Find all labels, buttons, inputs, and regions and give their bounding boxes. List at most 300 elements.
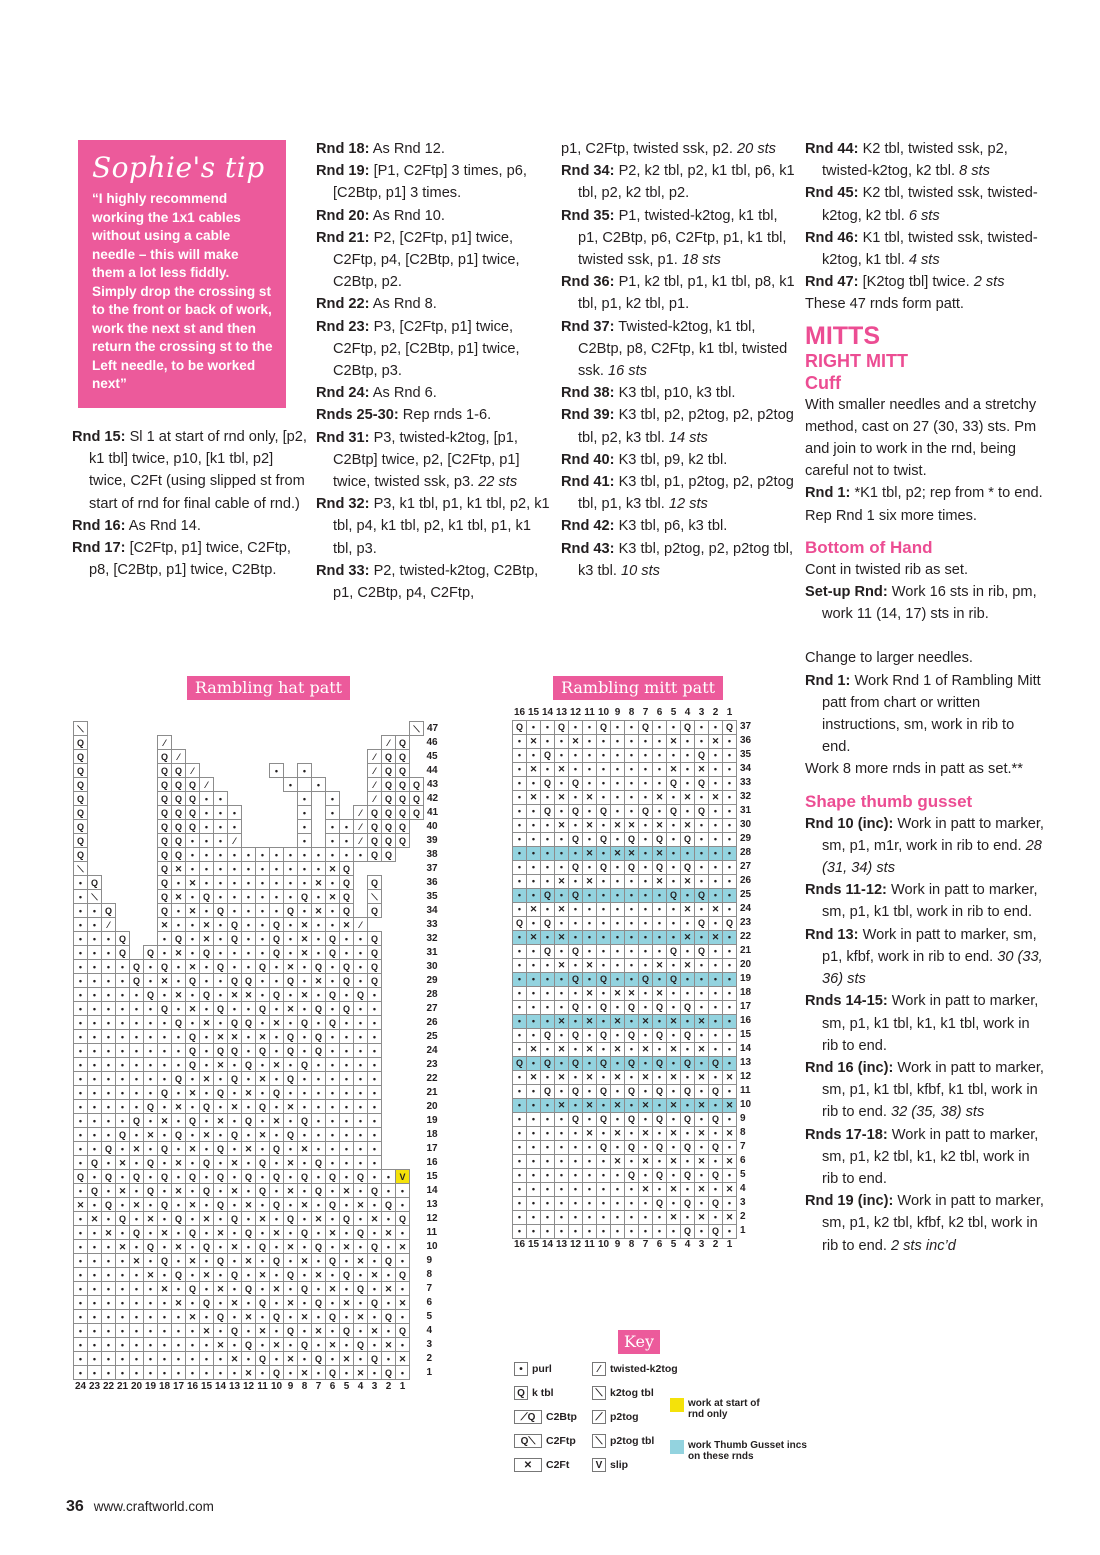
instruction-line: Rnd 32: P3, k1 tbl, p1, k1 tbl, p2, k1 tbl, p4, k1 tbl, p2, k1 tbl, p1, k1 tbl, p3. [316, 496, 550, 557]
chart-cell: • [312, 1366, 326, 1380]
chart-cell: • [625, 944, 639, 958]
column-number: 12 [242, 1380, 255, 1392]
chart-cell [298, 736, 312, 750]
chart-row [74, 1184, 439, 1198]
chart-cell: • [74, 1282, 88, 1296]
chart-cell: ✕ [368, 1268, 382, 1282]
chart-cell: ✕ [667, 734, 681, 748]
chart-cell: • [74, 1296, 88, 1310]
chart-cell: ✕ [256, 1072, 270, 1086]
chart-cell: • [653, 972, 667, 986]
chart-cell: • [625, 1042, 639, 1056]
chart-cell: Q [597, 832, 611, 846]
chart-cell: ✕ [298, 946, 312, 960]
chart-cell: Q [368, 1240, 382, 1254]
chart-cell: Q [396, 834, 410, 848]
chart-cell: • [340, 1016, 354, 1030]
mitt-chart [512, 706, 752, 1252]
chart-cell: • [555, 832, 569, 846]
chart-cell: Q [88, 876, 102, 890]
chart-cell: Q [284, 1324, 298, 1338]
chart-cell [186, 750, 200, 764]
chart-cell: • [541, 818, 555, 832]
chart-cell: • [611, 916, 625, 930]
chart-cell: Q [298, 1282, 312, 1296]
row-number: 23 [426, 1058, 438, 1070]
chart-cell [102, 778, 116, 792]
chart-row [74, 1156, 439, 1170]
chart-cell: ✕ [228, 1184, 242, 1198]
chart-cell: Q [396, 792, 410, 806]
chart-cell: • [214, 834, 228, 848]
chart-cell: • [214, 932, 228, 946]
chart-cell: ✕ [723, 1126, 737, 1140]
chart-cell: • [116, 960, 130, 974]
chart-cell: • [709, 958, 723, 972]
chart-cell: • [144, 1142, 158, 1156]
chart-cell: • [723, 1112, 737, 1126]
chart-cell: Q [382, 820, 396, 834]
chart-cell: Q [569, 1084, 583, 1098]
row-number: 31 [426, 946, 438, 958]
row-number: 27 [740, 861, 752, 872]
chart-cell: Q [312, 1030, 326, 1044]
chart-cell: Q [186, 820, 200, 834]
chart-cell: • [611, 1168, 625, 1182]
chart-cell: • [88, 946, 102, 960]
chart-cell: • [541, 832, 555, 846]
chart-cell [130, 778, 144, 792]
chart-cell [396, 1044, 410, 1058]
chart-cell: Q [270, 946, 284, 960]
mitts-heading: MITTS [805, 321, 880, 350]
chart-cell: ✕ [298, 1310, 312, 1324]
chart-cell [116, 862, 130, 876]
chart-cell: • [354, 1296, 368, 1310]
column-number: 24 [74, 1380, 87, 1392]
chart-cell: • [695, 1000, 709, 1014]
chart-cell: ✕ [144, 1212, 158, 1226]
chart-cell: • [569, 986, 583, 1000]
chart-cell: Q [256, 1100, 270, 1114]
chart-cell: • [340, 820, 354, 834]
row-number: 3 [740, 1197, 746, 1208]
chart-row [74, 904, 439, 918]
chart-cell [102, 806, 116, 820]
chart-cell: • [284, 1142, 298, 1156]
chart-cell: • [723, 986, 737, 1000]
chart-cell: • [228, 1086, 242, 1100]
chart-cell: • [611, 1210, 625, 1224]
chart-cell: • [228, 960, 242, 974]
chart-cell: • [214, 918, 228, 932]
chart-cell: Q [368, 876, 382, 890]
chart-cell: ✕ [709, 734, 723, 748]
chart-cell [242, 820, 256, 834]
chart-cell: • [695, 1168, 709, 1182]
chart-cell: • [270, 1002, 284, 1016]
chart-cell: • [172, 876, 186, 890]
chart-cell: Q [340, 876, 354, 890]
column-number: 2 [712, 706, 719, 718]
chart-cell: • [639, 944, 653, 958]
chart-cell: Q [158, 820, 172, 834]
chart-cell: • [513, 944, 527, 958]
chart-row [74, 1044, 439, 1058]
chart-cell: • [569, 1196, 583, 1210]
chart-cell: Q [144, 1184, 158, 1198]
chart-cell: • [555, 1210, 569, 1224]
chart-cell: • [611, 1182, 625, 1196]
chart-cell [382, 1002, 396, 1016]
chart-cell: • [583, 1112, 597, 1126]
chart-cell: Q [200, 1240, 214, 1254]
chart-cell: • [158, 1324, 172, 1338]
row-number: 26 [426, 1016, 438, 1028]
chart-cell: ✕ [653, 986, 667, 1000]
chart-cell: ✕ [583, 1126, 597, 1140]
row-number: 22 [426, 1072, 438, 1084]
chart-cell: • [527, 1182, 541, 1196]
chart-cell [410, 862, 424, 876]
chart-cell: Q [541, 804, 555, 818]
chart-cell [228, 736, 242, 750]
column-number: 14 [214, 1380, 227, 1392]
chart-cell: • [172, 1310, 186, 1324]
chart-cell: Q [340, 1212, 354, 1226]
chart-cell: ✕ [242, 1310, 256, 1324]
chart-row [74, 1226, 439, 1240]
chart-cell [354, 862, 368, 876]
chart-cell: • [569, 902, 583, 916]
chart-cell: ✕ [284, 1184, 298, 1198]
chart-cell: • [214, 876, 228, 890]
chart-cell: • [569, 1168, 583, 1182]
chart-cell: ✕ [667, 1070, 681, 1084]
chart-cell: • [597, 748, 611, 762]
chart-cell: • [312, 1198, 326, 1212]
chart-cell: • [555, 1224, 569, 1238]
chart-cell: Q [681, 1028, 695, 1042]
chart-cell [144, 834, 158, 848]
chart-cell: • [312, 1142, 326, 1156]
chart-cell: ✕ [583, 958, 597, 972]
chart-cell: • [158, 1058, 172, 1072]
chart-cell: • [653, 1126, 667, 1140]
chart-cell: Q [214, 904, 228, 918]
chart-cell [102, 750, 116, 764]
chart-row [74, 960, 439, 974]
chart-cell: • [326, 1296, 340, 1310]
row-number: 17 [426, 1142, 438, 1154]
chart-cell: • [130, 1044, 144, 1058]
chart-cell: Q [74, 792, 88, 806]
chart-cell: • [639, 902, 653, 916]
chart-cell: Q [513, 1056, 527, 1070]
chart-cell: • [653, 734, 667, 748]
chart-cell: ✕ [695, 1014, 709, 1028]
chart-cell: • [583, 1000, 597, 1014]
chart-cell: Q [284, 1212, 298, 1226]
chart-cell: Q [653, 832, 667, 846]
chart-cell: • [513, 874, 527, 888]
chart-cell: • [569, 790, 583, 804]
chart-cell: Q [172, 834, 186, 848]
chart-cell: ✕ [172, 1100, 186, 1114]
chart-cell: • [88, 974, 102, 988]
chart-cell: • [709, 1042, 723, 1056]
chart-cell: ✕ [667, 1042, 681, 1056]
chart-cell: • [695, 1028, 709, 1042]
chart-cell: • [116, 1100, 130, 1114]
chart-row [513, 944, 752, 958]
chart-cell: • [513, 790, 527, 804]
chart-cell: Q [298, 1016, 312, 1030]
chart-cell: • [569, 1182, 583, 1196]
chart-cell: Q [186, 1226, 200, 1240]
chart-cell: Q [298, 1114, 312, 1128]
chart-cell: • [74, 1226, 88, 1240]
chart-cell: • [611, 748, 625, 762]
instruction-line: Rnd 47: [K2tog tbl] twice. 2 sts [805, 274, 1005, 291]
chart-cell: Q [242, 1170, 256, 1184]
chart-cell: • [172, 1086, 186, 1100]
instruction-line: Rnd 36: P1, k2 tbl, p1, k1 tbl, p8, k1 tbl, p1, k2 tbl, p1. [561, 274, 795, 313]
chart-cell: • [88, 1310, 102, 1324]
chart-cell: • [88, 1198, 102, 1212]
chart-cell: • [527, 1112, 541, 1126]
chart-row [513, 832, 752, 846]
chart-cell: • [527, 1126, 541, 1140]
chart-cell: • [541, 1196, 555, 1210]
chart-cell: • [709, 860, 723, 874]
chart-cell [228, 722, 242, 736]
chart-cell: • [284, 1198, 298, 1212]
chart-cell: Q [270, 918, 284, 932]
chart-row [513, 776, 752, 790]
chart-cell: • [284, 890, 298, 904]
chart-cell: • [695, 790, 709, 804]
chart-cell: • [340, 1058, 354, 1072]
chart-cell: • [723, 972, 737, 986]
column-number: 1 [726, 1239, 733, 1251]
instruction-line: Rnd 21: P2, [C2Ftp, p1] twice, C2Ftp, p4, [C2Btp, p1] twice, C2Btp, p2. [316, 229, 520, 291]
chart-cell: Q [667, 944, 681, 958]
chart-cell: • [653, 762, 667, 776]
chart-cell: Q [74, 778, 88, 792]
chart-cell: • [102, 988, 116, 1002]
chart-cell: ⁄ [354, 918, 368, 932]
chart-cell: • [214, 946, 228, 960]
chart-cell: Q [382, 848, 396, 862]
hat-chart [73, 721, 439, 1394]
chart-cell: • [723, 930, 737, 944]
chart-cell: • [186, 988, 200, 1002]
chart-cell: • [298, 834, 312, 848]
chart-cell: Q [256, 1044, 270, 1058]
chart-cell: Q [172, 778, 186, 792]
row-number: 46 [426, 736, 438, 748]
chart-cell: • [214, 806, 228, 820]
chart-cell: • [639, 1112, 653, 1126]
chart-cell: Q [653, 1112, 667, 1126]
chart-cell: Q [158, 792, 172, 806]
chart-cell [270, 792, 284, 806]
chart-cell: • [214, 862, 228, 876]
chart-cell: • [723, 874, 737, 888]
chart-cell: ✕ [354, 1366, 368, 1380]
chart-row [513, 874, 752, 888]
chart-cell: • [541, 902, 555, 916]
chart-cell: Q [270, 1310, 284, 1324]
chart-cell: • [186, 1268, 200, 1282]
chart-cell: • [312, 1016, 326, 1030]
chart-cell: • [214, 848, 228, 862]
chart-cell: Q [256, 1352, 270, 1366]
chart-row [513, 790, 752, 804]
chart-row [74, 1100, 439, 1114]
chart-cell: • [298, 1128, 312, 1142]
row-number: 28 [426, 988, 438, 1000]
instruction-line: Rnd 19 (inc): Work in patt to marker, sm, p1, k2 tbl, kfbf, k2 tbl, work in rib to end. 2 sts inc’d [805, 1193, 1044, 1254]
chart-row [74, 1016, 439, 1030]
chart-cell: • [723, 748, 737, 762]
chart-cell [326, 736, 340, 750]
chart-cell: ✕ [396, 1240, 410, 1254]
chart-cell: Q [298, 1338, 312, 1352]
chart-cell [270, 834, 284, 848]
chart-cell: • [116, 1282, 130, 1296]
chart-cell: • [256, 890, 270, 904]
chart-cell: ✕ [228, 1296, 242, 1310]
chart-cell: Q [214, 1142, 228, 1156]
chart-cell: Q [681, 1140, 695, 1154]
chart-cell [368, 736, 382, 750]
chart-cell: • [368, 1002, 382, 1016]
chart-cell: • [298, 1044, 312, 1058]
chart-cell: Q [256, 960, 270, 974]
column-number: 15 [527, 1239, 540, 1251]
chart-cell: • [284, 862, 298, 876]
instruction-line: Rnds 25-30: Rep rnds 1-6. [316, 407, 492, 424]
chart-cell: Q [723, 720, 737, 734]
chart-cell: Q [368, 820, 382, 834]
chart-cell: ✕ [583, 1070, 597, 1084]
chart-cell: • [681, 1014, 695, 1028]
footer [66, 1498, 214, 1516]
chart-cell: ⟍ [74, 722, 88, 736]
chart-cell: Q [382, 764, 396, 778]
chart-cell [130, 764, 144, 778]
chart-cell: ✕ [312, 904, 326, 918]
chart-cell: • [653, 1210, 667, 1224]
row-number: 44 [426, 764, 438, 776]
chart-cell: • [639, 846, 653, 860]
chart-cell: ✕ [354, 1310, 368, 1324]
chart-cell: • [681, 1042, 695, 1056]
chart-cell: • [625, 972, 639, 986]
chart-cell: • [368, 1016, 382, 1030]
chart-cell: ⁄ [354, 834, 368, 848]
chart-cell: • [340, 1156, 354, 1170]
chart-cell: ✕ [172, 1240, 186, 1254]
chart-cell: • [88, 1268, 102, 1282]
chart-cell [270, 722, 284, 736]
row-number: 4 [740, 1183, 746, 1194]
chart-cell: • [102, 1366, 116, 1380]
chart-cell: Q [625, 1140, 639, 1154]
chart-cell: • [186, 1100, 200, 1114]
chart-cell [326, 722, 340, 736]
chart-cell [396, 1086, 410, 1100]
chart-cell: Q [396, 806, 410, 820]
chart-cell [116, 904, 130, 918]
chart-cell [410, 1254, 424, 1268]
chart-cell: • [695, 1084, 709, 1098]
chart-row [74, 1030, 439, 1044]
chart-cell: ✕ [144, 1128, 158, 1142]
chart-cell: • [200, 1086, 214, 1100]
chart-cell [354, 876, 368, 890]
chart-cell: • [200, 1058, 214, 1072]
instruction-line: Rnd 39: K3 tbl, p2, p2tog, p2, p2tog tbl, p2, k3 tbl. 14 sts [561, 407, 794, 446]
thumb-heading: Shape thumb gusset [805, 791, 973, 811]
chart-row [74, 820, 439, 834]
chart-row [74, 834, 439, 848]
chart-cell: • [74, 1142, 88, 1156]
chart-cell: • [382, 1268, 396, 1282]
chart-cell [298, 722, 312, 736]
chart-cell: ✕ [639, 1014, 653, 1028]
chart-cell: • [298, 1324, 312, 1338]
chart-cell: ✕ [667, 1126, 681, 1140]
chart-cell: • [312, 1072, 326, 1086]
chart-cell: Q [326, 1254, 340, 1268]
chart-cell [130, 862, 144, 876]
row-number: 47 [427, 722, 439, 734]
chart-cell: Q [284, 974, 298, 988]
chart-row [74, 1240, 439, 1254]
chart-cell: • [158, 1352, 172, 1366]
chart-cell [228, 764, 242, 778]
yellow-swatch [670, 1398, 684, 1412]
chart-cell: • [681, 734, 695, 748]
chart-cell [382, 960, 396, 974]
chart-cell: • [242, 1268, 256, 1282]
chart-cell [410, 1324, 424, 1338]
chart-cell: • [172, 1142, 186, 1156]
chart-cell: • [583, 1182, 597, 1196]
chart-cell: Q [569, 1028, 583, 1042]
chart-cell: • [340, 1128, 354, 1142]
chart-cell: • [340, 1254, 354, 1268]
chart-cell: • [186, 1184, 200, 1198]
chart-cell: • [88, 1254, 102, 1268]
chart-cell: ✕ [382, 1338, 396, 1352]
chart-cell: ✕ [695, 1070, 709, 1084]
chart-cell: ✕ [527, 902, 541, 916]
chart-cell [396, 1002, 410, 1016]
chart-cell: ✕ [723, 1154, 737, 1168]
chart-cell [410, 1198, 424, 1212]
chart-cell: • [354, 1324, 368, 1338]
cuff-heading: Cuff [805, 372, 841, 393]
chart-row [513, 1056, 752, 1070]
chart-cell: • [242, 1030, 256, 1044]
chart-cell: ✕ [270, 1114, 284, 1128]
instruction-line: p1, C2Ftp, twisted ssk, p2. 20 sts [561, 141, 776, 157]
chart-row [74, 974, 439, 988]
